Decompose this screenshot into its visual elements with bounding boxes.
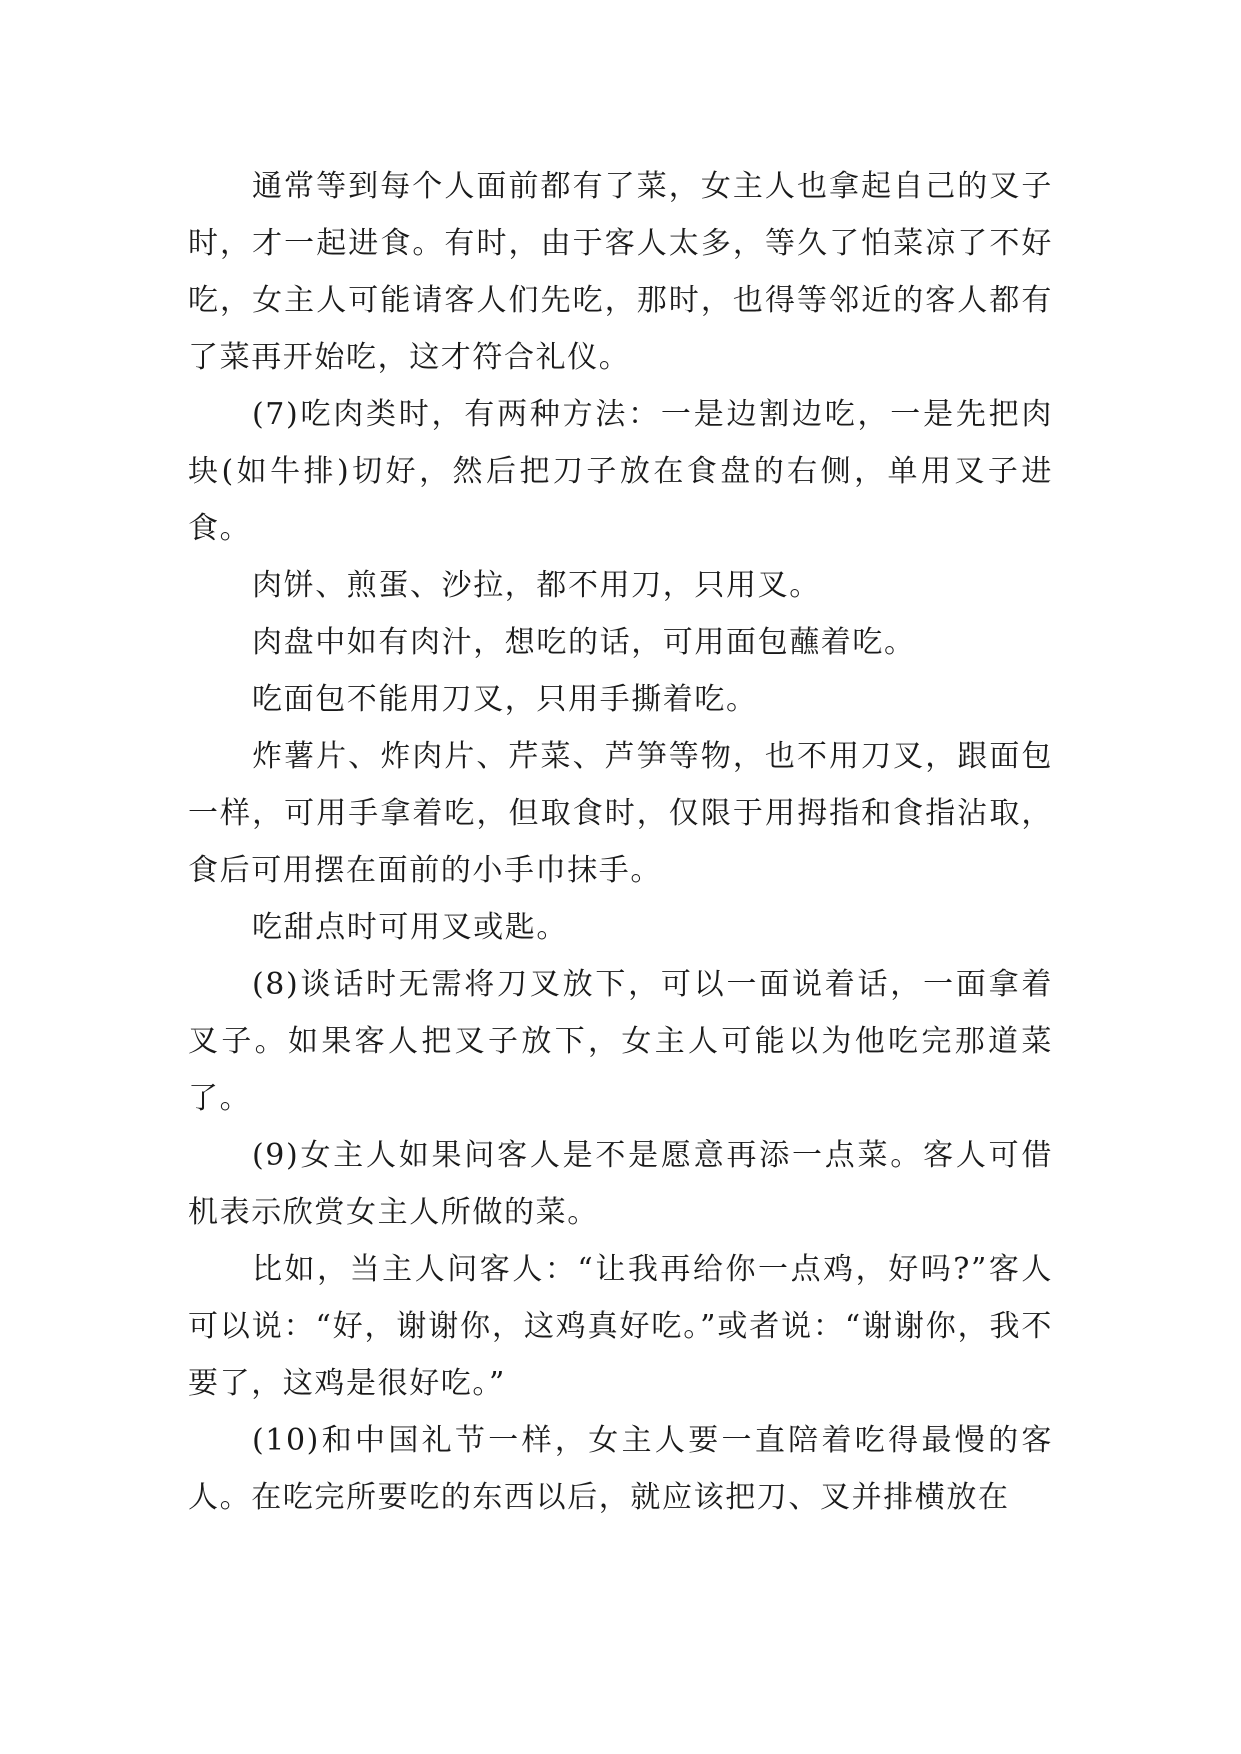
paragraph-fork-only: 肉饼、煎蛋、沙拉，都不用刀，只用叉。 [252,568,821,603]
paragraph-item-8-talking: (8)谈话时无需将刀叉放下，可以一面说着话，一面拿着叉子。如果客人把叉子放下，女主人可能以为他吃完那道菜了。 [188,967,1053,1116]
paragraph-bread: 吃面包不能用刀叉，只用手撕着吃。 [252,682,758,717]
paragraph-dessert: 吃甜点时可用叉或匙。 [252,910,568,945]
paragraph-item-7-meat: (7)吃肉类时，有两种方法：一是边割边吃，一是先把肉块(如牛排)切好，然后把刀子放在食盘的右侧，单用叉子进食。 [188,397,1053,546]
paragraph-item-10-finishing: (10)和中国礼节一样，女主人要一直陪着吃得最慢的客人。在吃完所要吃的东西以后，就应该把刀、叉并排横放在 [188,1423,1053,1515]
paragraph-item-9-second-helping: (9)女主人如果问客人是不是愿意再添一点菜。客人可借机表示欣赏女主人所做的菜。 [188,1138,1053,1230]
paragraph-finger-foods: 炸薯片、炸肉片、芹菜、芦笋等物，也不用刀叉，跟面包一样，可用手拿着吃，但取食时，仅限于用拇指和食指沾取，食后可用摆在面前的小手巾抹手。 [188,739,1053,888]
paragraph-waiting-to-eat: 通常等到每个人面前都有了菜，女主人也拿起自己的叉子时，才一起进食。有时，由于客人太多，等久了怕菜凉了不好吃，女主人可能请客人们先吃，那时，也得等邻近的客人都有了菜再开始吃，这才符合礼仪。 [188,169,1053,375]
paragraph-example-dialogue: 比如，当主人问客人：“让我再给你一点鸡，好吗?”客人可以说：“好，谢谢你，这鸡真好吃。”或者说：“谢谢你，我不要了，这鸡是很好吃。” [188,1252,1053,1401]
paragraph-gravy: 肉盘中如有肉汁，想吃的话，可用面包蘸着吃。 [252,625,916,660]
document-body [188,158,1053,1526]
